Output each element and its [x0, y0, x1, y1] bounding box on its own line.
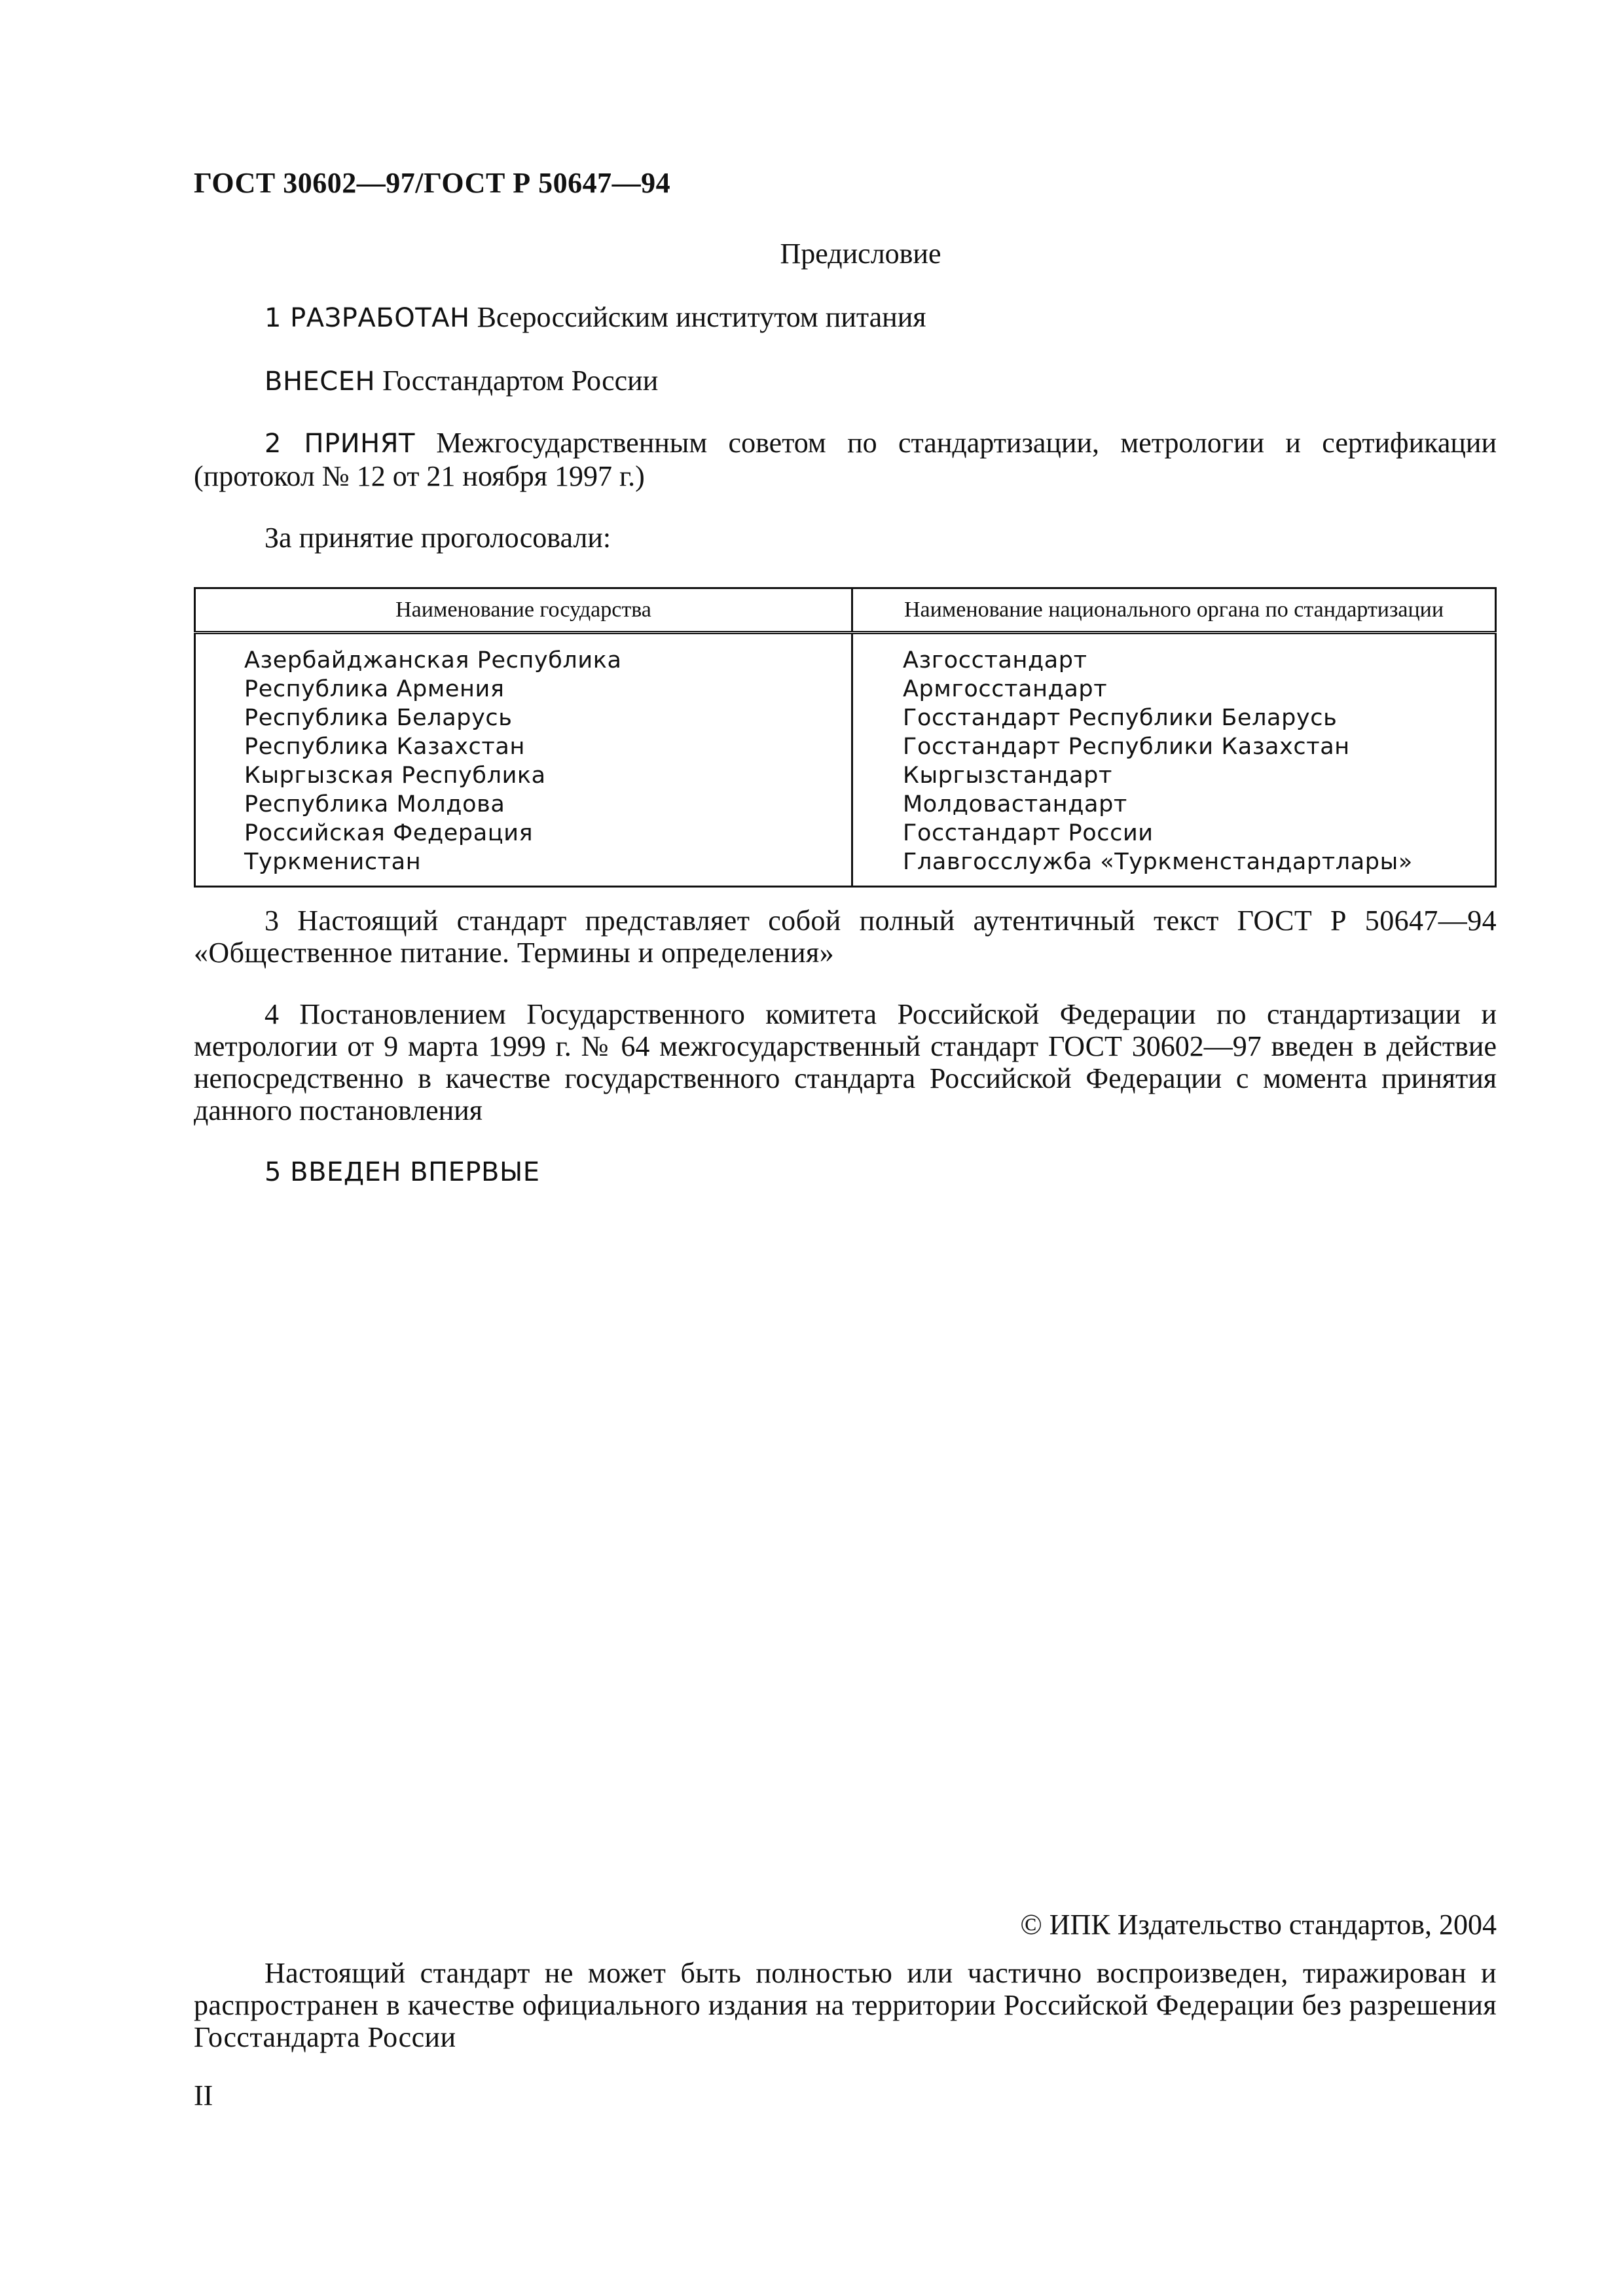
paragraph-1-lead: 1 РАЗРАБОТАН	[264, 303, 470, 333]
standards-body-name: Госстандарт Республики Казахстан	[903, 734, 1350, 760]
table-header-body: Наименование национального органа по стандартизации	[852, 588, 1496, 633]
table-body-row	[195, 633, 1496, 887]
standards-body-name: Молдовастандарт	[903, 791, 1127, 817]
state-names-cell	[195, 633, 852, 887]
paragraph-2	[194, 427, 1497, 492]
paragraph-2-text: Межгосударственным советом по стандартизации, метрологии и сертификации (протокол № 12 от 21 ноября 1997 г.)	[194, 427, 1497, 492]
reproduction-notice: Настоящий стандарт не может быть полностью или частично воспроизведен, тиражирован и распространен в качестве официального издания на территории Российской Федерации без разрешения Госстандарта России	[194, 1957, 1497, 2053]
paragraph-1b	[194, 365, 1497, 398]
paragraph-1-text: Всероссийским институтом питания	[469, 301, 926, 333]
state-name: Российская Федерация	[244, 820, 534, 846]
voting-states-table	[194, 587, 1497, 888]
standards-body-name: Азгосстандарт	[903, 647, 1087, 673]
paragraph-1	[194, 301, 1497, 334]
table-header-row	[195, 588, 1496, 633]
table-header-state: Наименование государства	[195, 588, 852, 633]
copyright-notice: © ИПК Издательство стандартов, 2004	[1020, 1909, 1497, 1941]
state-name: Азербайджанская Республика	[244, 647, 622, 673]
preface-title: Предисловие	[780, 238, 941, 270]
paragraph-1b-lead: ВНЕСЕН	[264, 367, 376, 397]
state-name: Республика Молдова	[244, 791, 505, 817]
paragraph-4: 4 Постановлением Государственного комитета Российской Федерации по стандартизации и метрологии от 9 марта 1999 г. № 64 межгосударственный стандарт ГОСТ 30602—97 введен в действие непосредственно в качестве государственного стандарта Российской Федерации с момента принятия данного постановления	[194, 998, 1497, 1126]
standards-body-name: Кыргызстандарт	[903, 762, 1112, 789]
paragraph-5	[194, 1155, 1497, 1189]
document-designation: ГОСТ 30602—97/ГОСТ Р 50647—94	[194, 167, 671, 199]
standards-body-name: Госстандарт Республики Беларусь	[903, 705, 1338, 731]
paragraph-2-lead: 2 ПРИНЯТ	[264, 429, 415, 459]
vote-intro: За принятие проголосовали:	[264, 522, 611, 554]
standards-body-name: Главгосслужба «Туркменстандартлары»	[903, 849, 1413, 875]
state-name: Республика Казахстан	[244, 734, 525, 760]
page-number: II	[194, 2079, 213, 2111]
standards-body-name: Армгосстандарт	[903, 676, 1108, 702]
state-name: Республика Армения	[244, 676, 505, 702]
standards-bodies-cell	[852, 633, 1496, 887]
state-name: Кыргызская Республика	[244, 762, 546, 789]
paragraph-3: 3 Настоящий стандарт представляет собой полный аутентичный текст ГОСТ Р 50647—94 «Общественное питание. Термины и определения»	[194, 905, 1497, 969]
standards-body-name: Госстандарт России	[903, 820, 1154, 846]
paragraph-1b-text: Госстандартом России	[375, 365, 659, 397]
state-name: Туркменистан	[244, 849, 422, 875]
state-name: Республика Беларусь	[244, 705, 513, 731]
paragraph-5-text: 5 ВВЕДЕН ВПЕРВЫЕ	[264, 1157, 540, 1187]
